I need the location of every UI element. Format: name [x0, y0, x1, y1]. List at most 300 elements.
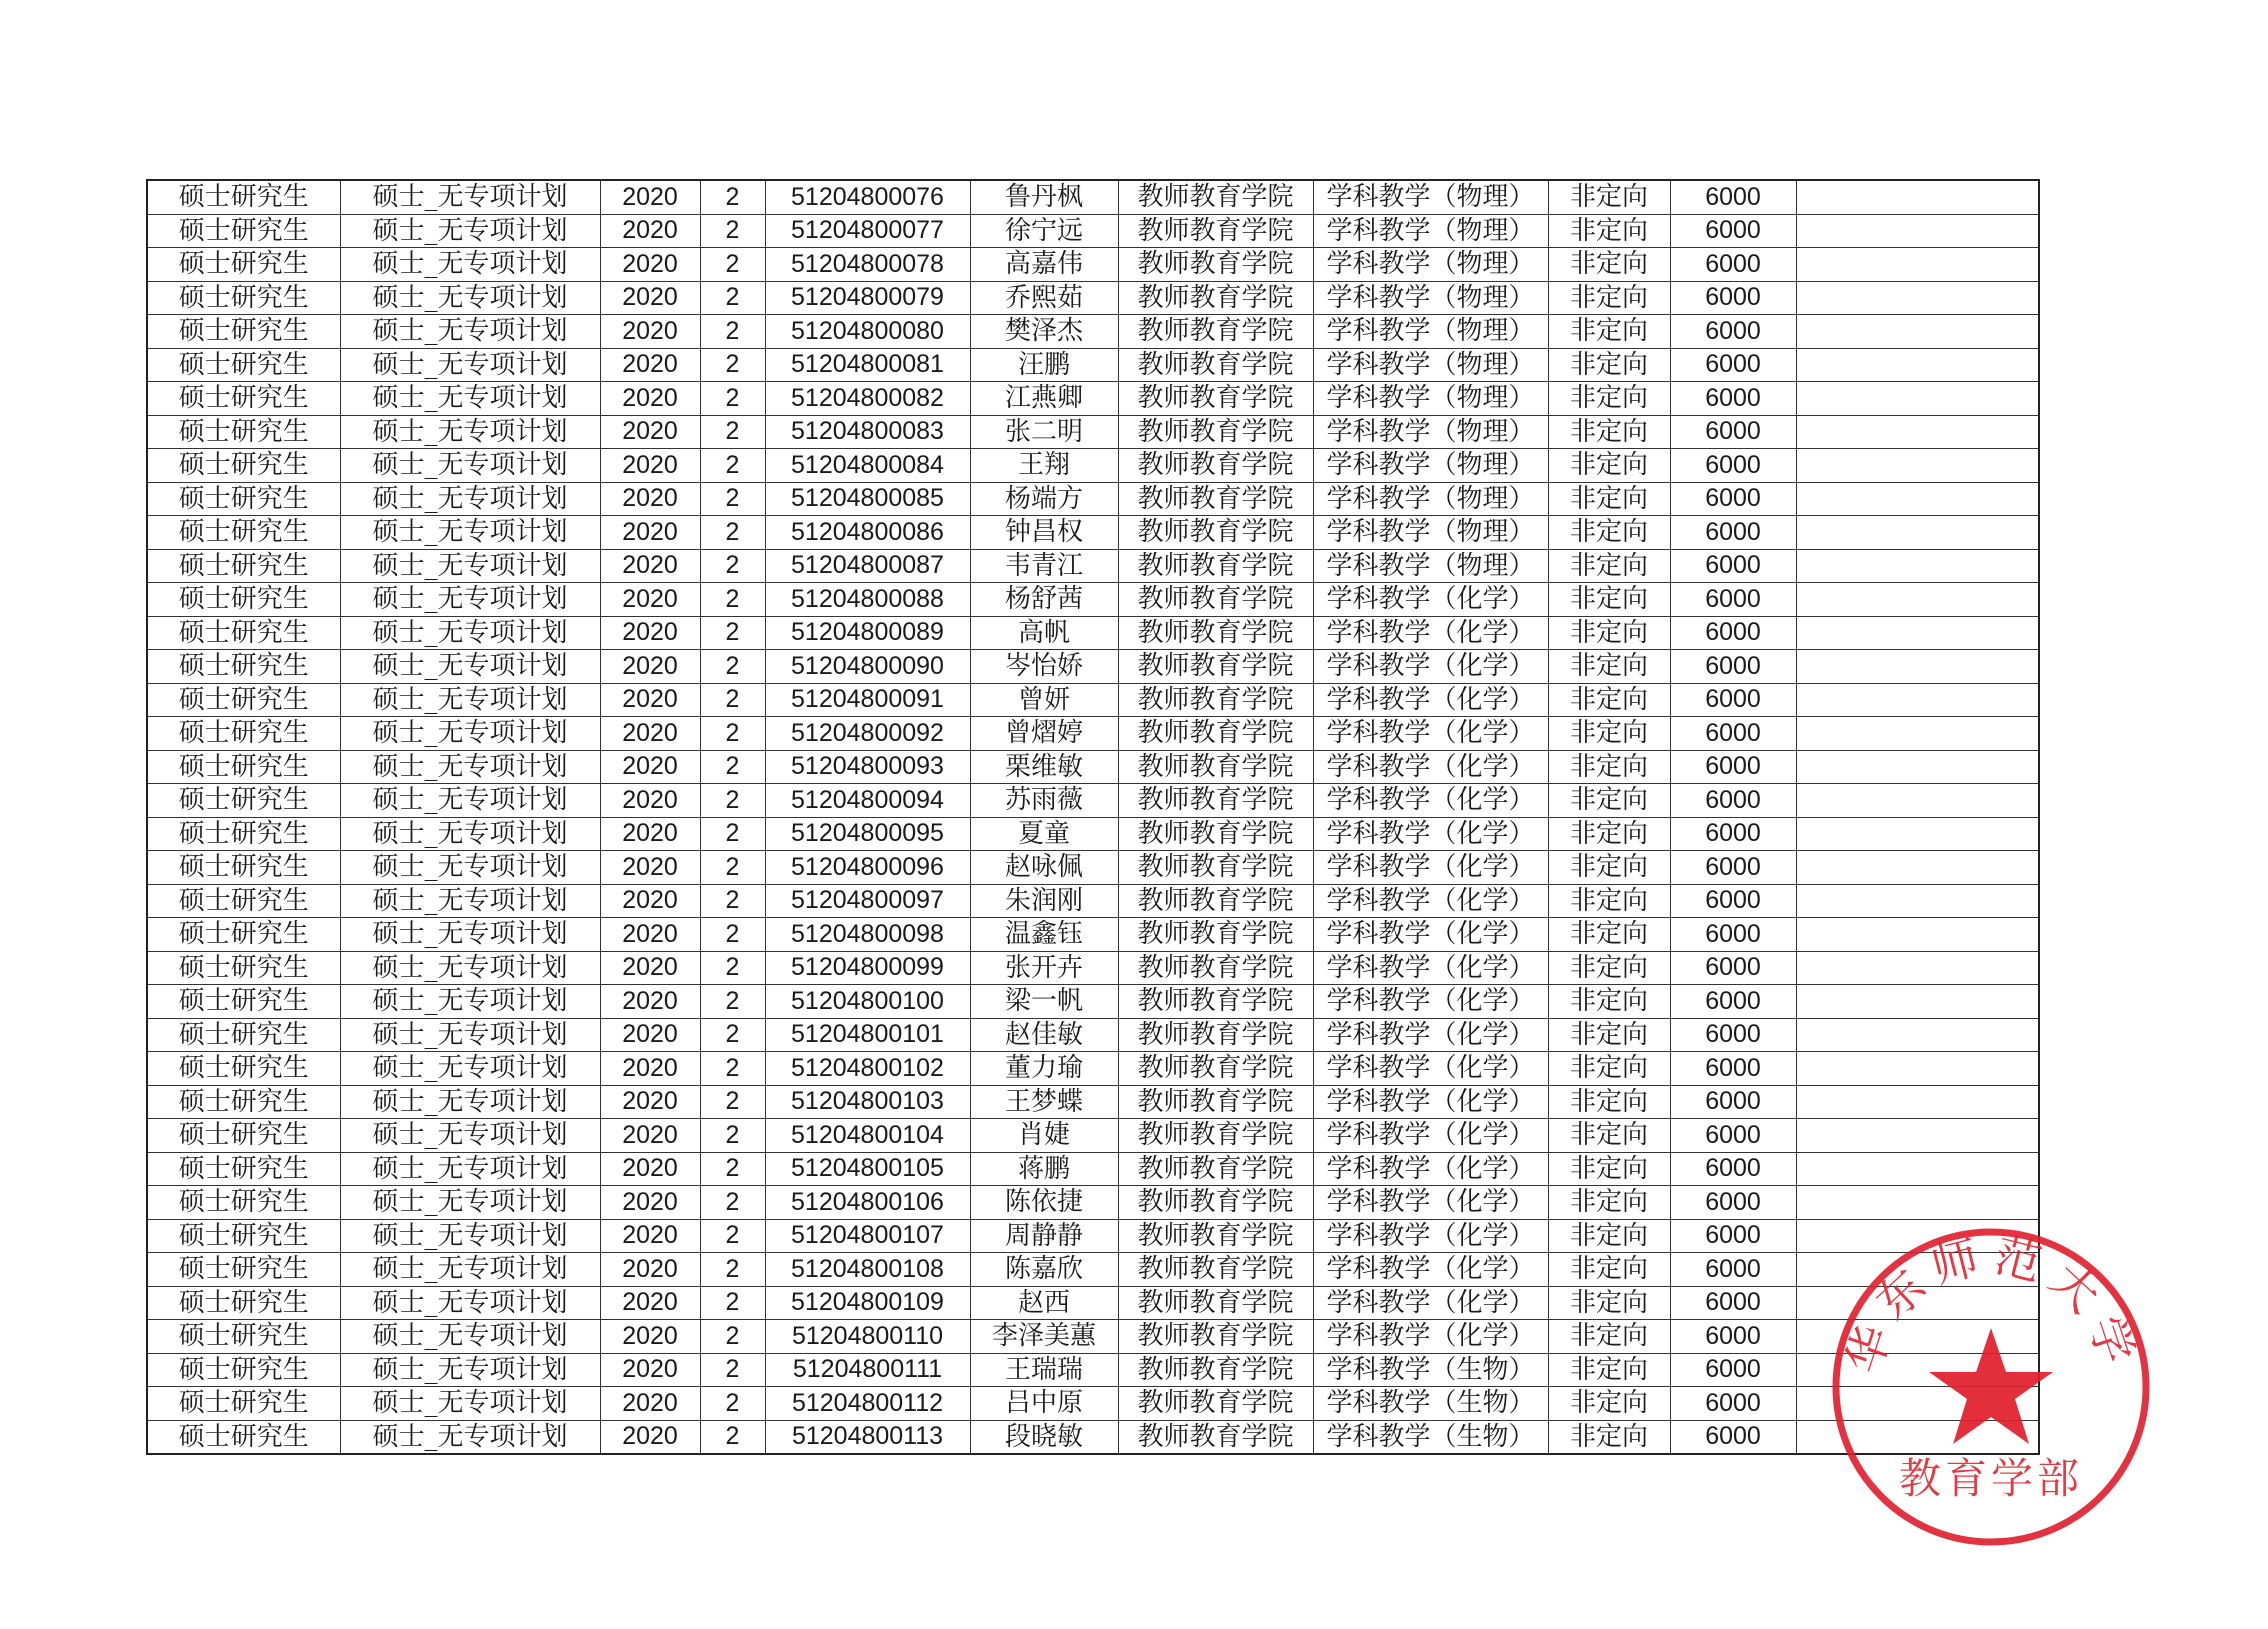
cell-level: 硕士研究生 — [147, 817, 340, 851]
seal-outer-text: 华东师范大学 — [1835, 1227, 2148, 1380]
cell-name: 乔熙茹 — [970, 281, 1118, 315]
cell-term: 2 — [700, 985, 765, 1019]
cell-name: 高嘉伟 — [970, 248, 1118, 282]
cell-major: 学科教学（物理） — [1313, 348, 1548, 382]
table-row — [147, 415, 2039, 449]
cell-level: 硕士研究生 — [147, 1286, 340, 1320]
cell-direction: 非定向 — [1548, 348, 1670, 382]
table-row — [147, 1085, 2039, 1119]
cell-direction: 非定向 — [1548, 1253, 1670, 1287]
cell-college: 教师教育学院 — [1118, 683, 1313, 717]
cell-year: 2020 — [600, 1387, 700, 1421]
cell-name: 韦青江 — [970, 549, 1118, 583]
cell-college: 教师教育学院 — [1118, 315, 1313, 349]
cell-plan: 硕士_无专项计划 — [340, 683, 600, 717]
cell-year: 2020 — [600, 583, 700, 617]
cell-year: 2020 — [600, 382, 700, 416]
cell-college: 教师教育学院 — [1118, 616, 1313, 650]
cell-remark — [1796, 616, 2039, 650]
cell-major: 学科教学（物理） — [1313, 214, 1548, 248]
cell-amount: 6000 — [1670, 516, 1796, 550]
cell-college: 教师教育学院 — [1118, 516, 1313, 550]
cell-plan: 硕士_无专项计划 — [340, 248, 600, 282]
cell-direction: 非定向 — [1548, 583, 1670, 617]
cell-college: 教师教育学院 — [1118, 482, 1313, 516]
cell-name: 江燕卿 — [970, 382, 1118, 416]
cell-remark — [1796, 382, 2039, 416]
table-row — [147, 549, 2039, 583]
cell-year: 2020 — [600, 180, 700, 214]
cell-major: 学科教学（生物） — [1313, 1420, 1548, 1454]
cell-amount: 6000 — [1670, 549, 1796, 583]
cell-year: 2020 — [600, 549, 700, 583]
cell-term: 2 — [700, 884, 765, 918]
cell-term: 2 — [700, 549, 765, 583]
cell-direction: 非定向 — [1548, 180, 1670, 214]
cell-plan: 硕士_无专项计划 — [340, 1186, 600, 1220]
cell-student-id: 51204800081 — [765, 348, 970, 382]
cell-name: 赵佳敏 — [970, 1018, 1118, 1052]
cell-direction: 非定向 — [1548, 382, 1670, 416]
table-row — [147, 884, 2039, 918]
cell-level: 硕士研究生 — [147, 1186, 340, 1220]
cell-direction: 非定向 — [1548, 1152, 1670, 1186]
table-row — [147, 315, 2039, 349]
cell-direction: 非定向 — [1548, 817, 1670, 851]
cell-college: 教师教育学院 — [1118, 1253, 1313, 1287]
cell-term: 2 — [700, 1152, 765, 1186]
cell-term: 2 — [700, 951, 765, 985]
cell-name: 张二明 — [970, 415, 1118, 449]
cell-major: 学科教学（化学） — [1313, 884, 1548, 918]
cell-year: 2020 — [600, 248, 700, 282]
cell-student-id: 51204800096 — [765, 851, 970, 885]
scholarship-table-wrapper — [146, 179, 2038, 1455]
cell-student-id: 51204800089 — [765, 616, 970, 650]
cell-major: 学科教学（化学） — [1313, 583, 1548, 617]
cell-amount: 6000 — [1670, 616, 1796, 650]
cell-level: 硕士研究生 — [147, 1018, 340, 1052]
table-row — [147, 1320, 2039, 1354]
cell-college: 教师教育学院 — [1118, 750, 1313, 784]
cell-level: 硕士研究生 — [147, 549, 340, 583]
cell-level: 硕士研究生 — [147, 918, 340, 952]
cell-direction: 非定向 — [1548, 315, 1670, 349]
cell-level: 硕士研究生 — [147, 1219, 340, 1253]
cell-term: 2 — [700, 1253, 765, 1287]
cell-level: 硕士研究生 — [147, 1253, 340, 1287]
cell-plan: 硕士_无专项计划 — [340, 180, 600, 214]
cell-name: 杨端方 — [970, 482, 1118, 516]
cell-plan: 硕士_无专项计划 — [340, 1018, 600, 1052]
cell-amount: 6000 — [1670, 281, 1796, 315]
cell-plan: 硕士_无专项计划 — [340, 1119, 600, 1153]
cell-remark — [1796, 482, 2039, 516]
table-row — [147, 1018, 2039, 1052]
cell-term: 2 — [700, 616, 765, 650]
table-row — [147, 382, 2039, 416]
table-row — [147, 650, 2039, 684]
cell-term: 2 — [700, 180, 765, 214]
cell-level: 硕士研究生 — [147, 750, 340, 784]
cell-major: 学科教学（化学） — [1313, 717, 1548, 751]
cell-student-id: 51204800100 — [765, 985, 970, 1019]
cell-major: 学科教学（物理） — [1313, 180, 1548, 214]
cell-term: 2 — [700, 516, 765, 550]
cell-plan: 硕士_无专项计划 — [340, 784, 600, 818]
cell-college: 教师教育学院 — [1118, 348, 1313, 382]
cell-major: 学科教学（化学） — [1313, 650, 1548, 684]
cell-amount: 6000 — [1670, 1052, 1796, 1086]
cell-plan: 硕士_无专项计划 — [340, 1085, 600, 1119]
cell-term: 2 — [700, 449, 765, 483]
cell-name: 曾妍 — [970, 683, 1118, 717]
cell-term: 2 — [700, 1052, 765, 1086]
cell-major: 学科教学（化学） — [1313, 1018, 1548, 1052]
cell-plan: 硕士_无专项计划 — [340, 1286, 600, 1320]
cell-remark — [1796, 717, 2039, 751]
cell-student-id: 51204800101 — [765, 1018, 970, 1052]
cell-term: 2 — [700, 1119, 765, 1153]
cell-student-id: 51204800082 — [765, 382, 970, 416]
cell-plan: 硕士_无专项计划 — [340, 348, 600, 382]
cell-direction: 非定向 — [1548, 851, 1670, 885]
table-row — [147, 717, 2039, 751]
cell-college: 教师教育学院 — [1118, 415, 1313, 449]
cell-name: 汪鹏 — [970, 348, 1118, 382]
cell-direction: 非定向 — [1548, 516, 1670, 550]
cell-direction: 非定向 — [1548, 1420, 1670, 1454]
cell-college: 教师教育学院 — [1118, 1018, 1313, 1052]
cell-college: 教师教育学院 — [1118, 650, 1313, 684]
cell-remark — [1796, 348, 2039, 382]
cell-plan: 硕士_无专项计划 — [340, 1052, 600, 1086]
cell-major: 学科教学（物理） — [1313, 449, 1548, 483]
cell-student-id: 51204800097 — [765, 884, 970, 918]
cell-remark — [1796, 1186, 2039, 1220]
cell-name: 岑怡娇 — [970, 650, 1118, 684]
cell-remark — [1796, 1152, 2039, 1186]
cell-amount: 6000 — [1670, 415, 1796, 449]
cell-major: 学科教学（化学） — [1313, 918, 1548, 952]
cell-amount: 6000 — [1670, 1085, 1796, 1119]
cell-remark — [1796, 918, 2039, 952]
cell-student-id: 51204800083 — [765, 415, 970, 449]
table-row — [147, 817, 2039, 851]
cell-level: 硕士研究生 — [147, 1085, 340, 1119]
cell-term: 2 — [700, 784, 765, 818]
cell-name: 李泽美蕙 — [970, 1320, 1118, 1354]
cell-name: 张开卉 — [970, 951, 1118, 985]
table-row — [147, 851, 2039, 885]
cell-major: 学科教学（化学） — [1313, 851, 1548, 885]
cell-level: 硕士研究生 — [147, 884, 340, 918]
cell-remark — [1796, 315, 2039, 349]
cell-amount: 6000 — [1670, 985, 1796, 1019]
cell-college: 教师教育学院 — [1118, 1052, 1313, 1086]
cell-remark — [1796, 951, 2039, 985]
cell-direction: 非定向 — [1548, 616, 1670, 650]
cell-student-id: 51204800109 — [765, 1286, 970, 1320]
cell-name: 蒋鹏 — [970, 1152, 1118, 1186]
cell-direction: 非定向 — [1548, 281, 1670, 315]
cell-name: 樊泽杰 — [970, 315, 1118, 349]
cell-college: 教师教育学院 — [1118, 214, 1313, 248]
cell-year: 2020 — [600, 1253, 700, 1287]
cell-student-id: 51204800078 — [765, 248, 970, 282]
cell-name: 钟昌权 — [970, 516, 1118, 550]
cell-term: 2 — [700, 415, 765, 449]
cell-term: 2 — [700, 315, 765, 349]
table-row — [147, 683, 2039, 717]
cell-level: 硕士研究生 — [147, 248, 340, 282]
cell-direction: 非定向 — [1548, 784, 1670, 818]
cell-plan: 硕士_无专项计划 — [340, 1219, 600, 1253]
cell-remark — [1796, 817, 2039, 851]
cell-student-id: 51204800113 — [765, 1420, 970, 1454]
cell-direction: 非定向 — [1548, 1119, 1670, 1153]
cell-plan: 硕士_无专项计划 — [340, 1353, 600, 1387]
cell-amount: 6000 — [1670, 482, 1796, 516]
cell-amount: 6000 — [1670, 248, 1796, 282]
table-row — [147, 616, 2039, 650]
cell-plan: 硕士_无专项计划 — [340, 1320, 600, 1354]
cell-major: 学科教学（化学） — [1313, 1119, 1548, 1153]
cell-plan: 硕士_无专项计划 — [340, 884, 600, 918]
cell-name: 栗维敏 — [970, 750, 1118, 784]
cell-plan: 硕士_无专项计划 — [340, 817, 600, 851]
cell-direction: 非定向 — [1548, 1052, 1670, 1086]
cell-remark — [1796, 884, 2039, 918]
cell-student-id: 51204800108 — [765, 1253, 970, 1287]
cell-term: 2 — [700, 650, 765, 684]
table-row — [147, 1353, 2039, 1387]
cell-major: 学科教学（化学） — [1313, 1320, 1548, 1354]
cell-plan: 硕士_无专项计划 — [340, 583, 600, 617]
cell-remark — [1796, 750, 2039, 784]
cell-level: 硕士研究生 — [147, 449, 340, 483]
cell-amount: 6000 — [1670, 650, 1796, 684]
cell-term: 2 — [700, 482, 765, 516]
cell-direction: 非定向 — [1548, 214, 1670, 248]
cell-year: 2020 — [600, 616, 700, 650]
cell-level: 硕士研究生 — [147, 180, 340, 214]
cell-student-id: 51204800080 — [765, 315, 970, 349]
cell-direction: 非定向 — [1548, 415, 1670, 449]
table-row — [147, 784, 2039, 818]
cell-amount: 6000 — [1670, 1253, 1796, 1287]
cell-year: 2020 — [600, 884, 700, 918]
cell-student-id: 51204800107 — [765, 1219, 970, 1253]
cell-name: 曾熠婷 — [970, 717, 1118, 751]
cell-major: 学科教学（化学） — [1313, 1253, 1548, 1287]
cell-remark — [1796, 1052, 2039, 1086]
table-row — [147, 918, 2039, 952]
cell-level: 硕士研究生 — [147, 650, 340, 684]
cell-name: 吕中原 — [970, 1387, 1118, 1421]
cell-amount: 6000 — [1670, 449, 1796, 483]
cell-year: 2020 — [600, 1186, 700, 1220]
cell-term: 2 — [700, 1186, 765, 1220]
cell-amount: 6000 — [1670, 918, 1796, 952]
table-row — [147, 482, 2039, 516]
cell-year: 2020 — [600, 1286, 700, 1320]
cell-remark — [1796, 583, 2039, 617]
cell-student-id: 51204800104 — [765, 1119, 970, 1153]
cell-direction: 非定向 — [1548, 1387, 1670, 1421]
cell-major: 学科教学（化学） — [1313, 616, 1548, 650]
cell-college: 教师教育学院 — [1118, 1152, 1313, 1186]
cell-amount: 6000 — [1670, 315, 1796, 349]
cell-level: 硕士研究生 — [147, 985, 340, 1019]
cell-term: 2 — [700, 348, 765, 382]
cell-student-id: 51204800086 — [765, 516, 970, 550]
cell-amount: 6000 — [1670, 1420, 1796, 1454]
cell-level: 硕士研究生 — [147, 482, 340, 516]
cell-term: 2 — [700, 683, 765, 717]
cell-major: 学科教学（化学） — [1313, 1085, 1548, 1119]
cell-major: 学科教学（化学） — [1313, 1152, 1548, 1186]
cell-term: 2 — [700, 1286, 765, 1320]
cell-year: 2020 — [600, 449, 700, 483]
cell-term: 2 — [700, 583, 765, 617]
cell-year: 2020 — [600, 1119, 700, 1153]
cell-year: 2020 — [600, 951, 700, 985]
table-row — [147, 1119, 2039, 1153]
cell-amount: 6000 — [1670, 1186, 1796, 1220]
cell-direction: 非定向 — [1548, 1353, 1670, 1387]
cell-level: 硕士研究生 — [147, 1320, 340, 1354]
cell-remark — [1796, 784, 2039, 818]
cell-term: 2 — [700, 1320, 765, 1354]
roster-body — [147, 180, 2039, 1454]
cell-college: 教师教育学院 — [1118, 851, 1313, 885]
cell-major: 学科教学（物理） — [1313, 248, 1548, 282]
cell-level: 硕士研究生 — [147, 1420, 340, 1454]
cell-remark — [1796, 650, 2039, 684]
cell-amount: 6000 — [1670, 382, 1796, 416]
cell-direction: 非定向 — [1548, 1219, 1670, 1253]
cell-major: 学科教学（物理） — [1313, 315, 1548, 349]
cell-remark — [1796, 281, 2039, 315]
cell-year: 2020 — [600, 918, 700, 952]
cell-major: 学科教学（化学） — [1313, 683, 1548, 717]
cell-year: 2020 — [600, 1052, 700, 1086]
cell-year: 2020 — [600, 1018, 700, 1052]
cell-college: 教师教育学院 — [1118, 449, 1313, 483]
table-row — [147, 248, 2039, 282]
cell-direction: 非定向 — [1548, 750, 1670, 784]
cell-student-id: 51204800088 — [765, 583, 970, 617]
cell-term: 2 — [700, 382, 765, 416]
seal-inner-text: 教育学部 — [1898, 1454, 2084, 1503]
cell-plan: 硕士_无专项计划 — [340, 516, 600, 550]
cell-direction: 非定向 — [1548, 1320, 1670, 1354]
cell-year: 2020 — [600, 214, 700, 248]
cell-college: 教师教育学院 — [1118, 1320, 1313, 1354]
university-seal — [1829, 1225, 2154, 1550]
cell-name: 温鑫钰 — [970, 918, 1118, 952]
cell-remark — [1796, 214, 2039, 248]
cell-major: 学科教学（化学） — [1313, 985, 1548, 1019]
cell-student-id: 51204800093 — [765, 750, 970, 784]
cell-year: 2020 — [600, 1152, 700, 1186]
cell-amount: 6000 — [1670, 1320, 1796, 1354]
cell-name: 赵咏佩 — [970, 851, 1118, 885]
cell-remark — [1796, 985, 2039, 1019]
cell-student-id: 51204800084 — [765, 449, 970, 483]
cell-year: 2020 — [600, 1420, 700, 1454]
cell-level: 硕士研究生 — [147, 616, 340, 650]
cell-level: 硕士研究生 — [147, 951, 340, 985]
cell-level: 硕士研究生 — [147, 683, 340, 717]
cell-year: 2020 — [600, 281, 700, 315]
cell-direction: 非定向 — [1548, 482, 1670, 516]
cell-major: 学科教学（生物） — [1313, 1353, 1548, 1387]
cell-amount: 6000 — [1670, 750, 1796, 784]
cell-term: 2 — [700, 1085, 765, 1119]
cell-student-id: 51204800105 — [765, 1152, 970, 1186]
cell-major: 学科教学（化学） — [1313, 784, 1548, 818]
cell-name: 鲁丹枫 — [970, 180, 1118, 214]
cell-level: 硕士研究生 — [147, 1119, 340, 1153]
cell-name: 高帆 — [970, 616, 1118, 650]
cell-college: 教师教育学院 — [1118, 583, 1313, 617]
table-row — [147, 1286, 2039, 1320]
cell-year: 2020 — [600, 1219, 700, 1253]
cell-remark — [1796, 449, 2039, 483]
cell-remark — [1796, 683, 2039, 717]
cell-level: 硕士研究生 — [147, 315, 340, 349]
cell-term: 2 — [700, 248, 765, 282]
cell-student-id: 51204800098 — [765, 918, 970, 952]
cell-direction: 非定向 — [1548, 549, 1670, 583]
cell-direction: 非定向 — [1548, 1286, 1670, 1320]
cell-plan: 硕士_无专项计划 — [340, 1420, 600, 1454]
cell-name: 王翔 — [970, 449, 1118, 483]
table-row — [147, 281, 2039, 315]
cell-college: 教师教育学院 — [1118, 1353, 1313, 1387]
cell-amount: 6000 — [1670, 1353, 1796, 1387]
cell-term: 2 — [700, 1018, 765, 1052]
cell-year: 2020 — [600, 1353, 700, 1387]
cell-year: 2020 — [600, 985, 700, 1019]
cell-major: 学科教学（物理） — [1313, 549, 1548, 583]
cell-major: 学科教学（物理） — [1313, 482, 1548, 516]
table-row — [147, 180, 2039, 214]
cell-amount: 6000 — [1670, 851, 1796, 885]
cell-year: 2020 — [600, 1320, 700, 1354]
cell-year: 2020 — [600, 683, 700, 717]
cell-amount: 6000 — [1670, 214, 1796, 248]
cell-major: 学科教学（物理） — [1313, 415, 1548, 449]
cell-student-id: 51204800103 — [765, 1085, 970, 1119]
cell-direction: 非定向 — [1548, 1018, 1670, 1052]
cell-remark — [1796, 1085, 2039, 1119]
cell-plan: 硕士_无专项计划 — [340, 1387, 600, 1421]
cell-term: 2 — [700, 1387, 765, 1421]
table-row — [147, 348, 2039, 382]
cell-plan: 硕士_无专项计划 — [340, 281, 600, 315]
cell-major: 学科教学（化学） — [1313, 750, 1548, 784]
cell-level: 硕士研究生 — [147, 1052, 340, 1086]
cell-direction: 非定向 — [1548, 248, 1670, 282]
cell-direction: 非定向 — [1548, 717, 1670, 751]
cell-amount: 6000 — [1670, 1152, 1796, 1186]
cell-student-id: 51204800092 — [765, 717, 970, 751]
cell-amount: 6000 — [1670, 884, 1796, 918]
cell-year: 2020 — [600, 348, 700, 382]
